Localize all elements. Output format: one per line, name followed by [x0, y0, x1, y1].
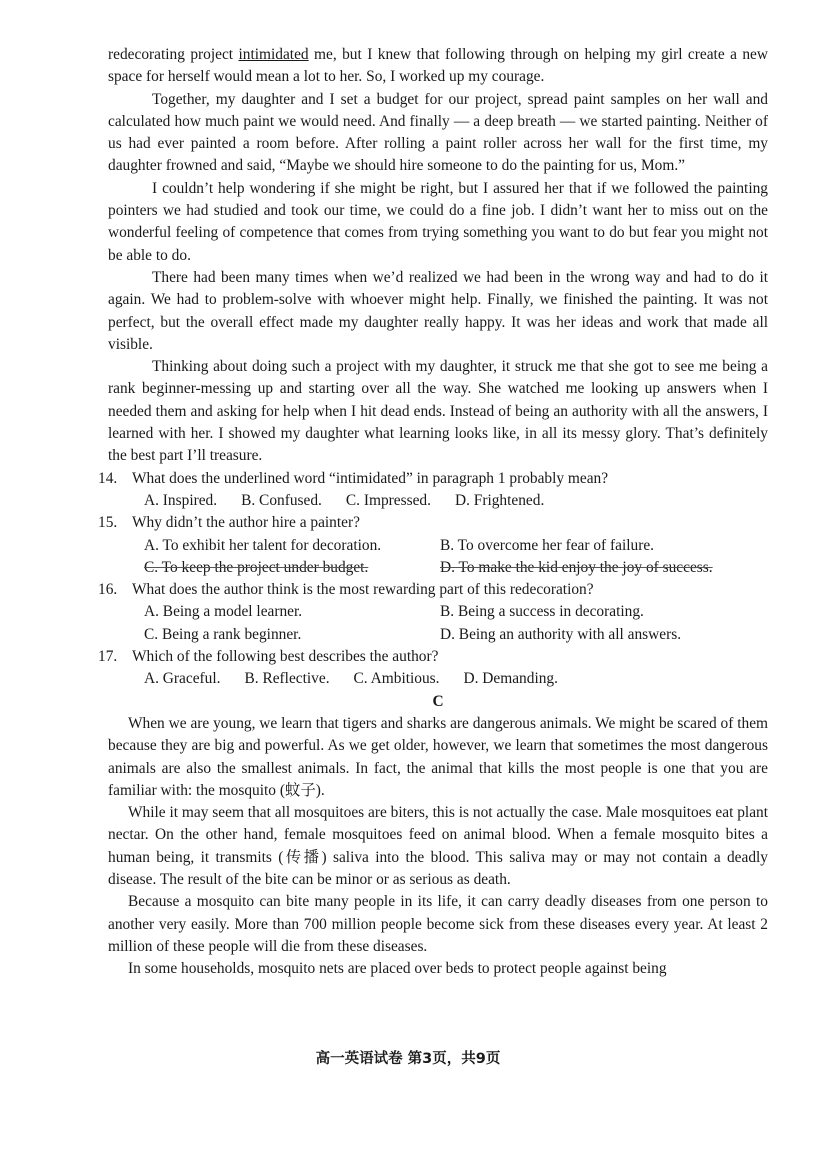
option-b: B. Confused. — [241, 491, 322, 509]
option-a: A. To exhibit her talent for decoration. — [144, 536, 382, 554]
passage-b-paragraph-5: Thinking about doing such a project with my daughter, it struck me that she got to see me being a rank beginner-messing up and starting over all the way. She watched me looking up answers when I needed them and asking for help when I hit dead ends. Instead of being an authority with all the answers, I learned with her. I showed my daughter what learning looks like, in all its messy glory. That’s definitely the best part I’ll treasure. — [108, 358, 768, 465]
option-d: D. Demanding. — [463, 670, 558, 688]
question-17 — [98, 646, 768, 691]
question-number: 17. — [98, 648, 118, 666]
passage-b-paragraph-1 — [108, 44, 768, 89]
option-c: C. Ambitious. — [353, 670, 440, 688]
question-number: 16. — [98, 581, 118, 599]
option-c: C. Impressed. — [345, 491, 431, 509]
section-heading-c: C — [432, 692, 444, 710]
option-c: C. Being a rank beginner. — [144, 625, 302, 643]
page-footer: 高一英语试卷 第3页，共9页 — [315, 1051, 501, 1067]
question-16 — [98, 579, 768, 646]
question-text: What does the author think is the most rewarding part of this redecoration? — [132, 581, 594, 599]
option-a: A. Being a model learner. — [144, 603, 303, 621]
question-text: What does the underlined word “intimidated” in paragraph 1 probably mean? — [132, 469, 609, 487]
question-14 — [98, 468, 768, 513]
question-15 — [98, 512, 768, 579]
option-a: A. Graceful. — [144, 670, 221, 688]
passage-c-paragraph-2: While it may seem that all mosquitoes are biters, this is not actually the case. Male mosquitoes eat plant nectar. On the other hand, female mosquitoes feed on animal blood. When a female mosquito bites a human being, it transmits (传播) saliva into the blood. This saliva may or may not contain a deadly disease. The result of the bite can be minor or as serious as death. — [108, 804, 768, 888]
options-row — [108, 668, 768, 690]
option-d: D. To make the kid enjoy the joy of success. — [440, 558, 713, 576]
passage-c-paragraph-1: When we are young, we learn that tigers and sharks are dangerous animals. We might be scared of them because they are big and powerful. As we get older, however, we learn that sometimes the most dangerous animals are also the smallest animals. In fact, the animal that kills the most people is one that you are familiar with: the mosquito (蚊子). — [108, 714, 768, 799]
passage-b-paragraph-2: Together, my daughter and I set a budget for our project, spread paint samples on her wall and calculated how much paint we would need. And finally — a deep breath — we started painting. Neither of us had ever painted a room before. After rolling a paint roller across her wall for the first time, my daughter frowned and said, “Maybe we should hire someone to do the painting for us, Mom.” — [108, 90, 768, 175]
question-text: Why didn’t the author hire a painter? — [132, 514, 360, 532]
page-content — [98, 44, 768, 980]
passage-c-paragraph-3: Because a mosquito can bite many people in its life, it can carry deadly diseases from one person to another very easily. More than 700 million people become sick from these diseases every year. At least 2 million of these people will die from these diseases. — [108, 893, 768, 955]
option-b: B. Being a success in decorating. — [440, 603, 644, 621]
option-b: B. Reflective. — [244, 670, 330, 688]
passage-b-paragraph-3: I couldn’t help wondering if she might be right, but I assured her that if we followed the painting pointers we had studied and took our time, we could do a fine job. I didn’t want her to miss out on the wonderful feeling of competence that comes from trying something you want to do but fear you might not be able to do. — [108, 179, 768, 264]
text-span: me, but I knew that following through on helping my girl create a new space for herself would mean a lot to her. So, I worked up my courage. — [108, 46, 768, 86]
option-c: C. To keep the project under budget. — [144, 558, 369, 576]
question-text: Which of the following best describes the author? — [132, 648, 439, 666]
option-a: A. Inspired. — [144, 491, 218, 509]
underlined-word: intimidated — [238, 46, 309, 63]
option-b: B. To overcome her fear of failure. — [440, 536, 655, 554]
question-number: 14. — [98, 469, 118, 487]
option-d: D. Being an authority with all answers. — [440, 625, 682, 643]
passage-c-paragraph-4: In some households, mosquito nets are placed over beds to protect people against being — [128, 960, 667, 978]
options-grid — [108, 601, 768, 646]
option-d: D. Frightened. — [454, 491, 545, 509]
text-span: redecorating project — [108, 46, 239, 63]
passage-b-paragraph-4: There had been many times when we’d realized we had been in the wrong way and had to do it again. We had to problem-solve with whoever might help. Finally, we finished the painting. It was not perfect, but the overall effect made my daughter really happy. It was her ideas and work that made all visible. — [108, 268, 768, 353]
options-grid — [108, 535, 768, 580]
question-number: 15. — [98, 514, 118, 532]
options-row — [108, 490, 768, 512]
